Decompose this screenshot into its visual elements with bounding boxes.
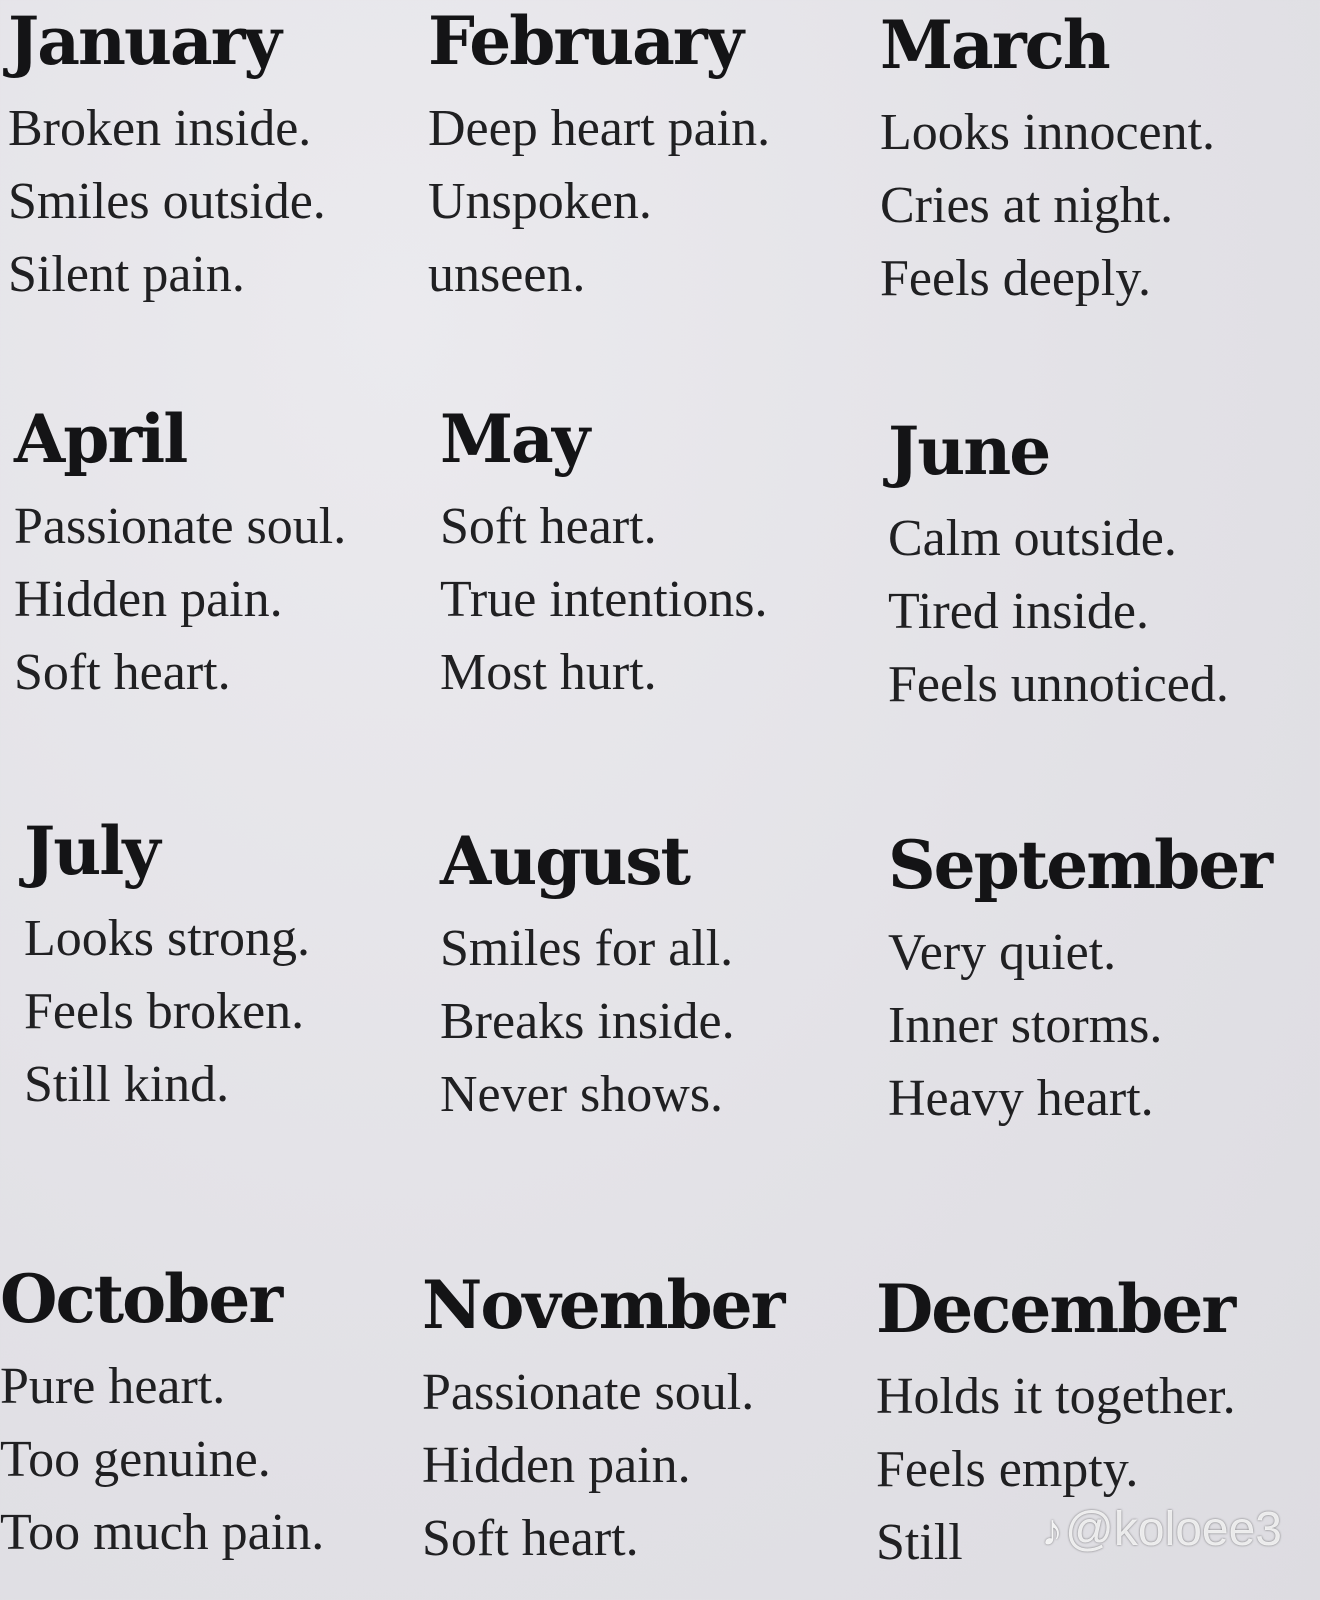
month-trait: Soft heart. — [422, 1510, 639, 1567]
month-title: May — [440, 400, 589, 478]
month-trait: unseen. — [428, 246, 586, 303]
month-trait: Passionate soul. — [14, 498, 347, 555]
month-block-february — [428, 2, 868, 311]
month-title: September — [888, 826, 1272, 904]
month-trait: Too genuine. — [0, 1431, 271, 1488]
month-title: March — [880, 6, 1109, 84]
month-trait: Feels empty. — [876, 1441, 1139, 1498]
month-trait: Deep heart pain. — [428, 100, 771, 157]
month-trait: Unspoken. — [428, 173, 652, 230]
month-block-october — [0, 1260, 440, 1569]
month-title: June — [888, 412, 1050, 490]
month-trait: Feels unnoticed. — [888, 656, 1229, 713]
month-block-march — [880, 6, 1320, 315]
month-trait: Feels broken. — [24, 983, 305, 1040]
month-block-july — [24, 812, 464, 1121]
month-trait: Still kind. — [24, 1056, 230, 1113]
month-trait: Breaks inside. — [440, 993, 735, 1050]
month-trait: Too much pain. — [0, 1504, 325, 1561]
month-trait: Passionate soul. — [422, 1364, 755, 1421]
month-title: February — [428, 2, 743, 80]
month-block-june — [888, 412, 1320, 721]
month-block-september — [888, 826, 1320, 1135]
month-trait: Cries at night. — [880, 177, 1174, 234]
month-trait: Calm outside. — [888, 510, 1177, 567]
month-trait: Smiles outside. — [8, 173, 326, 230]
month-trait: Heavy heart. — [888, 1070, 1154, 1127]
month-trait: Holds it together. — [876, 1368, 1236, 1425]
month-trait: Feels deeply. — [880, 250, 1151, 307]
month-title: January — [8, 2, 280, 80]
month-trait: Smiles for all. — [440, 920, 734, 977]
month-trait: Most hurt. — [440, 644, 657, 701]
tiktok-note-icon: ♪ — [1041, 1506, 1064, 1555]
month-block-november — [422, 1266, 862, 1575]
month-title: April — [14, 400, 187, 478]
month-block-april — [14, 400, 454, 709]
watermark-handle: @koloee3 — [1065, 1503, 1282, 1556]
tiktok-watermark — [1041, 1503, 1282, 1556]
month-title: August — [440, 822, 689, 900]
month-trait: Looks strong. — [24, 910, 310, 967]
month-trait: True intentions. — [440, 571, 768, 628]
month-trait: Broken inside. — [8, 100, 312, 157]
month-trait: Looks innocent. — [880, 104, 1216, 161]
month-trait: Soft heart. — [14, 644, 231, 701]
month-trait: Hidden pain. — [422, 1437, 691, 1494]
month-trait: Pure heart. — [0, 1358, 226, 1415]
month-trait: Silent pain. — [8, 246, 245, 303]
month-title: November — [422, 1266, 784, 1344]
month-title: July — [24, 812, 159, 890]
month-title: October — [0, 1260, 282, 1338]
month-trait: Tired inside. — [888, 583, 1149, 640]
month-trait: Very quiet. — [888, 924, 1117, 981]
month-title: December — [876, 1270, 1235, 1348]
month-trait: Never shows. — [440, 1066, 724, 1123]
month-block-august — [440, 822, 880, 1131]
month-trait: Still — [876, 1514, 963, 1571]
month-trait: Soft heart. — [440, 498, 657, 555]
month-trait: Inner storms. — [888, 997, 1163, 1054]
month-block-january — [8, 2, 448, 311]
month-trait: Hidden pain. — [14, 571, 283, 628]
month-block-may — [440, 400, 880, 709]
